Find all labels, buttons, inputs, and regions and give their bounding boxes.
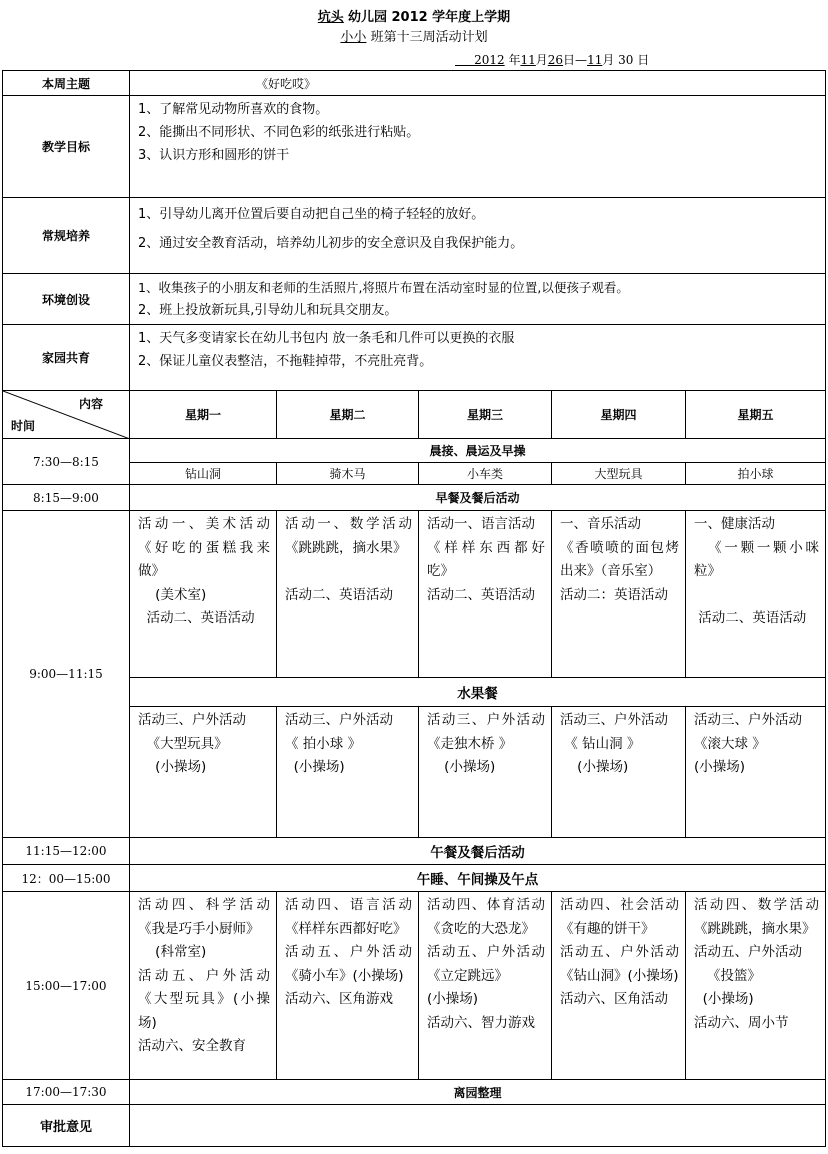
slot-1-title-row	[3, 439, 826, 463]
routine-item: 2、通过安全教育活动，培养幼儿初步的安全意识及自我保护能力。	[138, 236, 524, 251]
goals-label: 教学目标	[3, 96, 130, 198]
morning-activity-fri	[686, 511, 826, 678]
date-year: 2012	[474, 53, 505, 67]
goal-item: 1、了解常见动物所喜欢的食物。	[138, 102, 329, 117]
fruit-meal-title: 水果餐	[130, 678, 826, 707]
slot-5-time: 12：00—15:00	[3, 865, 130, 892]
grid-header-row	[3, 391, 826, 439]
theme-row	[3, 71, 826, 96]
goals-row	[3, 96, 826, 198]
slot-6-time: 15:00—17:00	[3, 892, 130, 1080]
routine-row	[3, 198, 826, 274]
outdoor-activity-thu	[552, 707, 686, 838]
environment-list	[130, 274, 826, 325]
slot-3-time: 9:00—11:15	[3, 511, 130, 838]
slot-5-title: 午睡、午间操及午点	[130, 865, 826, 892]
goal-item: 3、认识方形和圆形的饼干	[138, 148, 290, 163]
goal-item: 2、能撕出不同形状、不同色彩的纸张进行粘贴。	[138, 125, 420, 140]
slot-5-row	[3, 865, 826, 892]
home-item: 1、天气多变请家长在幼儿书包内 放一条毛和几件可以更换的衣服	[138, 331, 515, 346]
activity-text: 一、健康活动 《一颗一颗小咪粒》 活动二、英语活动	[694, 516, 820, 626]
routine-label: 常规培养	[3, 198, 130, 274]
home-label: 家园共育	[3, 325, 130, 391]
date-month-1: 11	[520, 53, 536, 67]
environment-item: 1、收集孩子的小朋友和老师的生活照片,将照片布置在活动室时显的位置,以便孩子观看。	[138, 280, 629, 295]
activity-text: 一、音乐活动 《香喷喷的面包烤出来》（音乐室） 活动二：英语活动	[560, 516, 679, 603]
approval-row	[3, 1105, 826, 1147]
weekly-plan-table	[2, 70, 826, 1147]
school-name: 坑头	[317, 10, 344, 25]
slot-1-item-tue: 骑木马	[277, 463, 419, 485]
routine-list	[130, 198, 826, 274]
date-month-char-1: 月	[535, 53, 548, 67]
slot-1-title: 晨接、晨运及早操	[130, 439, 826, 463]
theme-value: 《好吃哎》	[130, 71, 826, 96]
activity-text: 活动三、户外活动 《滚大球 》 (小操场)	[694, 712, 802, 775]
date-day-1: 26	[547, 53, 564, 67]
goals-list	[130, 96, 826, 198]
activity-text: 活动四、语言活动《样样东西都好吃》 活动五、户外活动《骑小车》(小操场) 活动六、区角游戏	[285, 897, 412, 1007]
morning-activity-tue	[277, 511, 419, 678]
activity-text: 活动四、数学活动《跳跳跳，摘水果》 活动五、户外活动 《投篮》 (小操场) 活动六、周小节	[694, 897, 820, 1031]
morning-activity-wed	[419, 511, 552, 678]
date-separator: 日—	[563, 53, 588, 67]
activity-text: 活动三、户外活动《走独木桥 》 (小操场)	[427, 712, 545, 775]
diagonal-header-cell	[3, 391, 130, 439]
day-header-wed: 星期三	[419, 391, 552, 439]
outdoor-activity-mon	[130, 707, 277, 838]
routine-item: 1、引导幼儿离开位置后要自动把自己坐的椅子轻轻的放好。	[138, 207, 485, 222]
home-list	[130, 325, 826, 391]
activity-text: 活动一、美术活动《好吃的蛋糕我来做》 (美术室) 活动二、英语活动	[138, 516, 270, 626]
activity-text: 活动四、体育活动《贪吃的大恐龙》 活动五、户外活动《立定跳远》 (小操场) 活动六、智力游戏	[427, 897, 545, 1031]
activity-text: 活动三、户外活动 《 钻山洞 》 (小操场)	[560, 712, 668, 775]
activity-text: 活动三、户外活动 《大型玩具》 (小操场)	[138, 712, 246, 775]
slot-2-title: 早餐及餐后活动	[130, 485, 826, 511]
slot-4-row	[3, 838, 826, 865]
activity-text: 活动四、社会活动《有趣的饼干》 活动五、户外活动《钻山洞》(小操场) 活动六、区角活动	[560, 897, 679, 1007]
plan-title: 班第十三周活动计划	[370, 30, 488, 45]
header-line-2	[0, 26, 828, 45]
morning-activity-thu	[552, 511, 686, 678]
slot-1-item-fri: 拍小球	[686, 463, 826, 485]
day-header-fri: 星期五	[686, 391, 826, 439]
afternoon-activity-thu	[552, 892, 686, 1080]
outdoor-activity-tue	[277, 707, 419, 838]
class-name: 小小	[340, 30, 367, 45]
slot-4-time: 11:15—12:00	[3, 838, 130, 865]
header-line-1	[0, 6, 828, 25]
outdoor-activity-wed	[419, 707, 552, 838]
theme-label: 本周主题	[3, 71, 130, 96]
outdoor-activity-fri	[686, 707, 826, 838]
afternoon-activity-fri	[686, 892, 826, 1080]
school-term: 幼儿园 2012 学年度上学期	[347, 10, 511, 25]
morning-activity-mon	[130, 511, 277, 678]
activity-text: 活动四、科学活动《我是巧手小厨师》 (科常室) 活动五、户外活动《大型玩具》(小操场) 活动六、安全教育	[138, 897, 270, 1054]
slot-3-morning-row	[3, 511, 826, 678]
slot-1-item-mon: 钻山洞	[130, 463, 277, 485]
day-header-mon: 星期一	[130, 391, 277, 439]
slot-7-title: 离园整理	[130, 1080, 826, 1105]
slot-1-item-wed: 小车类	[419, 463, 552, 485]
afternoon-activity-wed	[419, 892, 552, 1080]
slot-1-time: 7:30—8:15	[3, 439, 130, 485]
date-year-char: 年	[508, 53, 521, 67]
date-range	[455, 51, 649, 68]
environment-label: 环境创设	[3, 274, 130, 325]
slot-4-title: 午餐及餐后活动	[130, 838, 826, 865]
home-row	[3, 325, 826, 391]
environment-item: 2、班上投放新玩具,引导幼儿和玩具交朋友。	[138, 303, 398, 318]
content-label: 内容	[78, 397, 103, 411]
slot-6-row	[3, 892, 826, 1080]
slot-1-item-thu: 大型玩具	[552, 463, 686, 485]
day-header-tue: 星期二	[277, 391, 419, 439]
time-label: 时间	[11, 419, 36, 433]
activity-text: 活动三、户外活动 《 拍小球 》 (小操场)	[285, 712, 393, 775]
slot-2-time: 8:15—9:00	[3, 485, 130, 511]
day-header-thu: 星期四	[552, 391, 686, 439]
afternoon-activity-tue	[277, 892, 419, 1080]
environment-row	[3, 274, 826, 325]
slot-7-row	[3, 1080, 826, 1105]
activity-text: 活动一、数学活动《跳跳跳，摘水果》 活动二、英语活动	[285, 516, 412, 603]
activity-text: 活动一、语言活动 《样样东西都好吃》 活动二、英语活动	[427, 516, 545, 603]
approval-field[interactable]	[130, 1105, 826, 1147]
date-month-char-2: 月 30 日	[602, 53, 650, 67]
home-item: 2、保证儿童仪表整洁，不拖鞋掉带，不亮肚亮背。	[138, 354, 433, 369]
slot-7-time: 17:00—17:30	[3, 1080, 130, 1105]
afternoon-activity-mon	[130, 892, 277, 1080]
approval-label: 审批意见	[3, 1105, 130, 1147]
slot-2-row	[3, 485, 826, 511]
date-month-2: 11	[587, 53, 603, 67]
